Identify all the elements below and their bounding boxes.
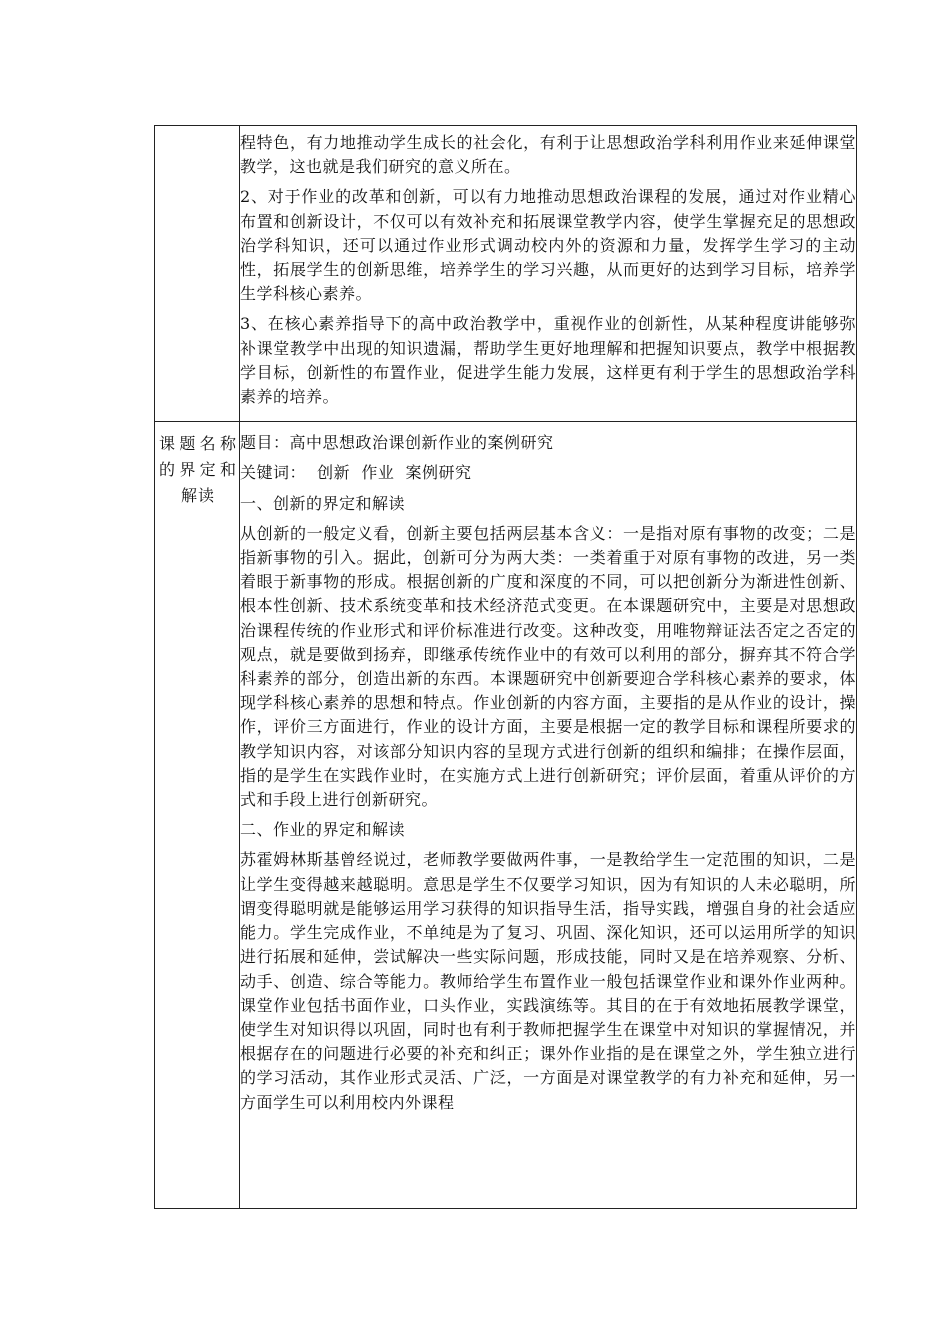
section-heading: 一、创新的界定和解读 xyxy=(240,493,406,513)
row-label: 课题名称的界定和解读 xyxy=(159,434,237,506)
row-content-cell xyxy=(240,422,857,1209)
keywords: 关键词： 创新 作业 案例研究 xyxy=(240,463,472,483)
row-content-cell xyxy=(240,126,857,422)
topic-title: 题目：高中思想政治课创新作业的案例研究 xyxy=(240,433,554,453)
row-label xyxy=(155,126,239,135)
row-label-cell xyxy=(155,422,240,1209)
paragraph: 苏霍姆林斯基曾经说过，老师教学要做两件事，一是教给学生一定范围的知识，二是让学生变得越来越聪明。意思是学生不仅要学习知识，因为有知识的人未必聪明，所谓变得聪明就是能够运用学习获得的知识指导生活，指导实践，增强自身的社会适应能力。学生完成作业，不单纯是为了复习、巩固、深化知识，还可以运用所学的知识进行拓展和延伸，尝试解决一些实际问题，形成技能，同时又是在培养观察、分析、动手、创造、综合等能力。教师给学生布置作业一般包括课堂作业和课外作业两种。课堂作业包括书面作业，口头作业，实践演练等。其目的在于有效地拓展教学课堂，使学生对知识得以巩固，同时也有利于教师把握学生在课堂中对知识的掌握情况，并根据存在的问题进行必要的补充和纠正；课外作业指的是在课堂之外，学生独立进行的学习活动，其作业形式灵活、广泛，一方面是对课堂教学的有力补充和延伸，另一方面学生可以利用校内外课程 xyxy=(240,850,856,1112)
table-row-definition xyxy=(155,422,857,1209)
row-label-cell xyxy=(155,126,240,422)
paragraph: 程特色，有力地推动学生成长的社会化，有利于让思想政治学科利用作业来延伸课堂教学，这也就是我们研究的意义所在。 xyxy=(240,133,856,177)
document-table xyxy=(154,125,857,1209)
paragraph: 从创新的一般定义看，创新主要包括两层基本含义：一是指对原有事物的改变；二是指新事物的引入。据此，创新可分为两大类：一类着重于对原有事物的改进，另一类着眼于新事物的形成。根据创新的广度和深度的不同，可以把创新分为渐进性创新、根本性创新、技术系统变革和技术经济范式变更。在本课题研究中，主要是对思想政治课程传统的作业形式和评价标准进行改变。这种改变，用唯物辩证法否定之否定的观点，就是要做到扬弃，即继承传统作业中的有效可以利用的部分，摒弃其不符合学科素养的部分，创造出新的东西。本课题研究中创新要迎合学科核心素养的要求，体现学科核心素养的思想和特点。作业创新的内容方面，主要指的是从作业的设计，操作，评价三方面进行，作业的设计方面，主要是根据一定的教学目标和课程所要求的教学知识内容，对该部分知识内容的呈现方式进行创新的组织和编排；在操作层面，指的是学生在实践作业时，在实施方式上进行创新研究；评价层面，着重从评价的方式和手段上进行创新研究。 xyxy=(240,523,856,810)
paragraph: 2、对于作业的改革和创新，可以有力地推动思想政治课程的发展，通过对作业精心布置和创新设计，不仅可以有效补充和拓展课堂教学内容，使学生掌握充足的思想政治学科知识，还可以通过作业形式调动校内外的资源和力量，发挥学生学习的主动性，拓展学生的创新思维，培养学生的学习兴趣，从而更好的达到学习目标，培养学生学科核心素养。 xyxy=(240,187,856,304)
section-heading: 二、作业的界定和解读 xyxy=(240,820,406,840)
paragraph: 3、在核心素养指导下的高中政治教学中，重视作业的创新性，从某种程度讲能够弥补课堂教学中出现的知识遗漏，帮助学生更好地理解和把握知识要点，教学中根据教学目标，创新性的布置作业，促进学生能力发展，这样更有利于学生的思想政治学科素养的培养。 xyxy=(240,314,856,407)
table-row-significance xyxy=(155,126,857,422)
